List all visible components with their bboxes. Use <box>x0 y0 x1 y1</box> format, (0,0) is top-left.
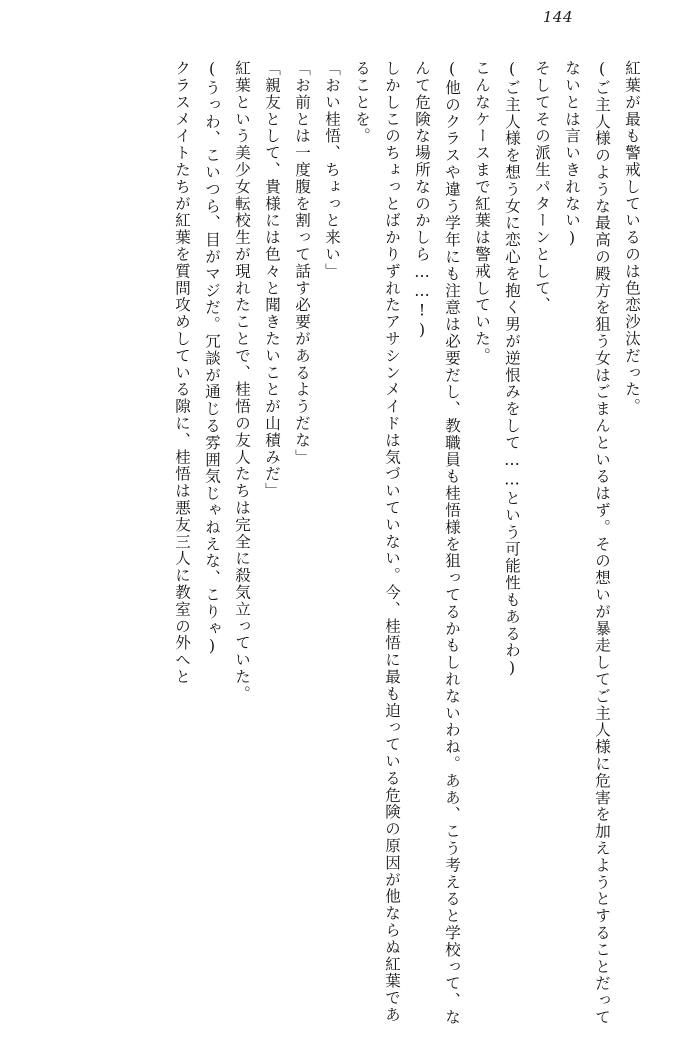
paragraph: そしてその派生パターンとして、 <box>533 60 551 314</box>
page-body-text <box>36 60 647 1030</box>
paragraph: (他のクラスや違う学年にも注意は必要だし、教職員も桂悟様を狙ってるかもしれないわね。ああ、こう考えると学校って、なんて危険な場所なのかしら……!) <box>413 60 461 1026</box>
paragraph: (ご主人様のような最高の殿方を狙う女はごまんといるはず。その想いが暴走してご主人様に危害を加えようとすることだってないとは言いきれない) <box>563 60 611 1026</box>
paragraph: 「お前とは一度腹を割って話す必要があるようだな」 <box>293 60 311 466</box>
paragraph: (うっわ、こいつら、目がマジだ。冗談が通じる雰囲気じゃねえな、こりゃ) <box>203 60 221 657</box>
paragraph: 紅葉という美少女転校生が現れたことで、桂悟の友人たちは完全に殺気立っていた。 <box>233 60 251 703</box>
paragraph: 「親友として、貴様には色々と聞きたいことが山積みだ」 <box>263 60 281 500</box>
paragraph: クラスメイトたちが紅葉を質問攻めしている隙に、桂悟は悪友三人に教室の外へと <box>173 60 191 686</box>
paragraph: (ご主人様を想う女に恋心を抱く男が逆恨みをして……という可能性もあるわ) <box>503 60 521 679</box>
paragraph: 「おい桂悟、ちょっと来い」 <box>323 60 341 280</box>
paragraph: こんなケースまで紅葉は警戒していた。 <box>473 60 491 365</box>
page-number: 144 <box>542 8 573 26</box>
paragraph: しかしこのちょっとばかりずれたアサシンメイドは気づいていない。今、桂悟に最も迫っている危険の原因が他ならぬ紅葉であることを。 <box>353 60 401 1024</box>
paragraph: 紅葉が最も警戒しているのは色恋沙汰だった。 <box>623 60 641 415</box>
